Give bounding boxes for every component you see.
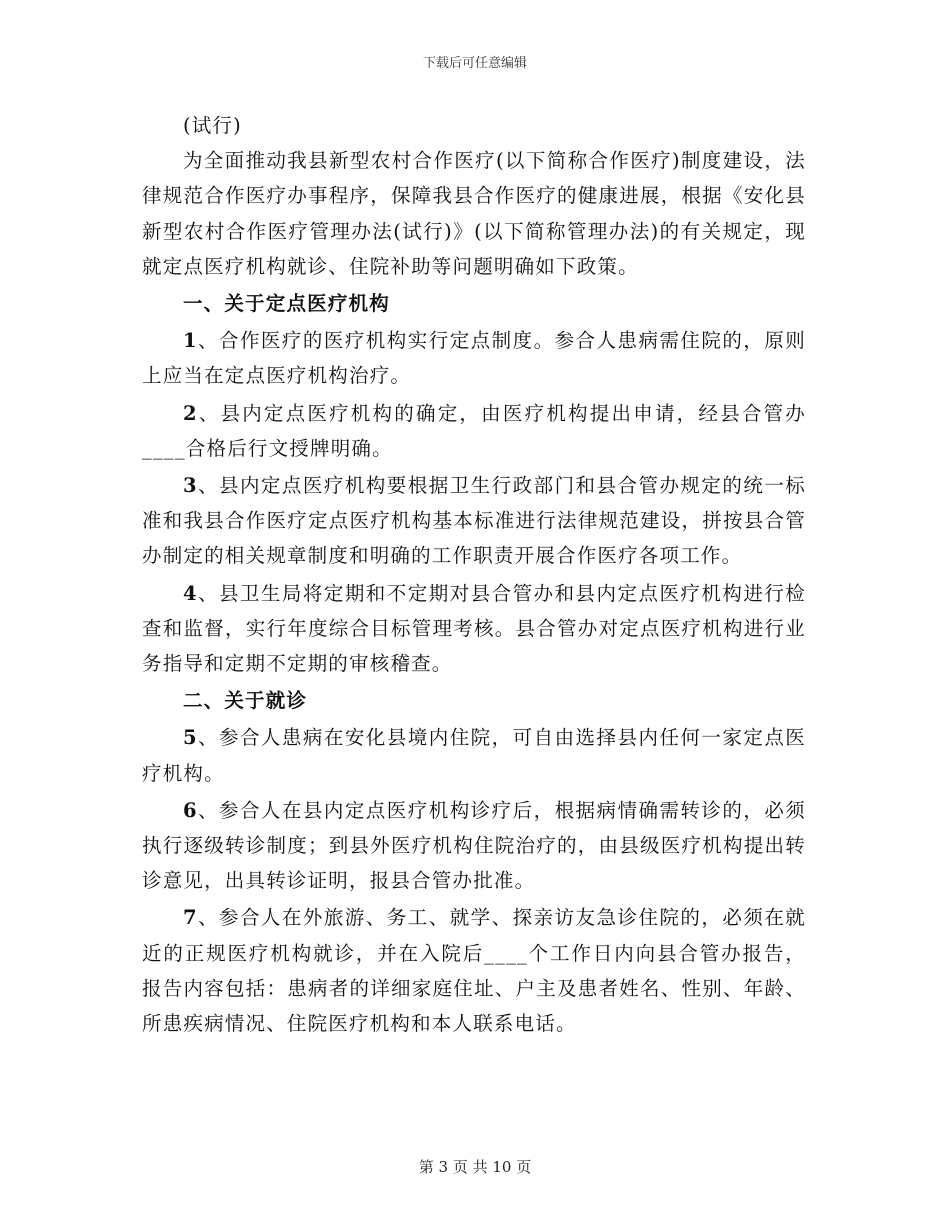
list-item xyxy=(142,900,806,1041)
item-text: 、县内定点医疗机构要根据卫生行政部门和县合管办规定的统一标准和我县合作医疗定点医疗机构基本标准进行法律规范建设，拼按县合管办制定的相关规章制度和明确的工作职责开展合作医疗各项工作。 xyxy=(142,474,806,568)
list-item xyxy=(142,576,806,682)
page-number: 第 3 页 共 10 页 xyxy=(418,1158,532,1176)
item-text: 、参合人在县内定点医疗机构诊疗后，根据病情确需转诊的，必须执行逐级转诊制度；到县外医疗机构住院治疗的，由县级医疗机构提出转诊意见，出具转诊证明，报县合管办批准。 xyxy=(142,798,806,893)
item-number: 7 xyxy=(182,906,198,930)
item-text: 、县内定点医疗机构的确定，由医疗机构提出申请，经县合管办____合格后行文授牌明确。 xyxy=(142,401,806,460)
item-number: 5 xyxy=(182,726,198,750)
document-body xyxy=(142,108,806,1041)
paragraph-intro: 为全面推动我县新型农村合作医疗(以下简称合作医疗)制度建设，法律规范合作医疗办事程序，保障我县合作医疗的健康进展，根据《安化县新型农村合作医疗管理办法(试行)》(以下简称管理办法)的有关规定，现就定点医疗机构就诊、住院补助等问题明确如下政策。 xyxy=(142,149,806,278)
item-number: 2 xyxy=(182,401,198,425)
list-item xyxy=(142,720,806,790)
list-item xyxy=(142,323,806,393)
item-number: 4 xyxy=(182,581,198,605)
list-item xyxy=(142,396,806,466)
section-heading-designated-institutions: 一、关于定点医疗机构 xyxy=(182,292,390,316)
item-text: 、县卫生局将定期和不定期对县合管办和县内定点医疗机构进行检查和监督，实行年度综合目标管理考核。县合管办对定点医疗机构进行业务指导和定期不定期的审核稽查。 xyxy=(142,581,806,676)
header-note: 下载后可任意编辑 xyxy=(422,56,527,71)
item-number: 6 xyxy=(182,798,198,822)
list-item xyxy=(142,793,806,899)
item-text: 、参合人患病在安化县境内住院，可自由选择县内任何一家定点医疗机构。 xyxy=(142,726,806,785)
item-number: 1 xyxy=(182,329,198,353)
item-text: 、参合人在外旅游、务工、就学、探亲访友急诊住院的，必须在就近的正规医疗机构就诊，并在入院后____个工作日内向县合管办报告，报告内容包括：患病者的详细家庭住址、户主及患者姓名、性别、年龄、所患疾病情况、住院医疗机构和本人联系电话。 xyxy=(142,906,806,1036)
item-number: 3 xyxy=(182,474,198,498)
section-heading-consultation: 二、关于就诊 xyxy=(182,689,308,713)
paragraph-trial: (试行) xyxy=(182,114,242,137)
item-text: 、合作医疗的医疗机构实行定点制度。参合人患病需住院的，原则上应当在定点医疗机构治疗。 xyxy=(142,329,806,388)
list-item xyxy=(142,468,806,574)
